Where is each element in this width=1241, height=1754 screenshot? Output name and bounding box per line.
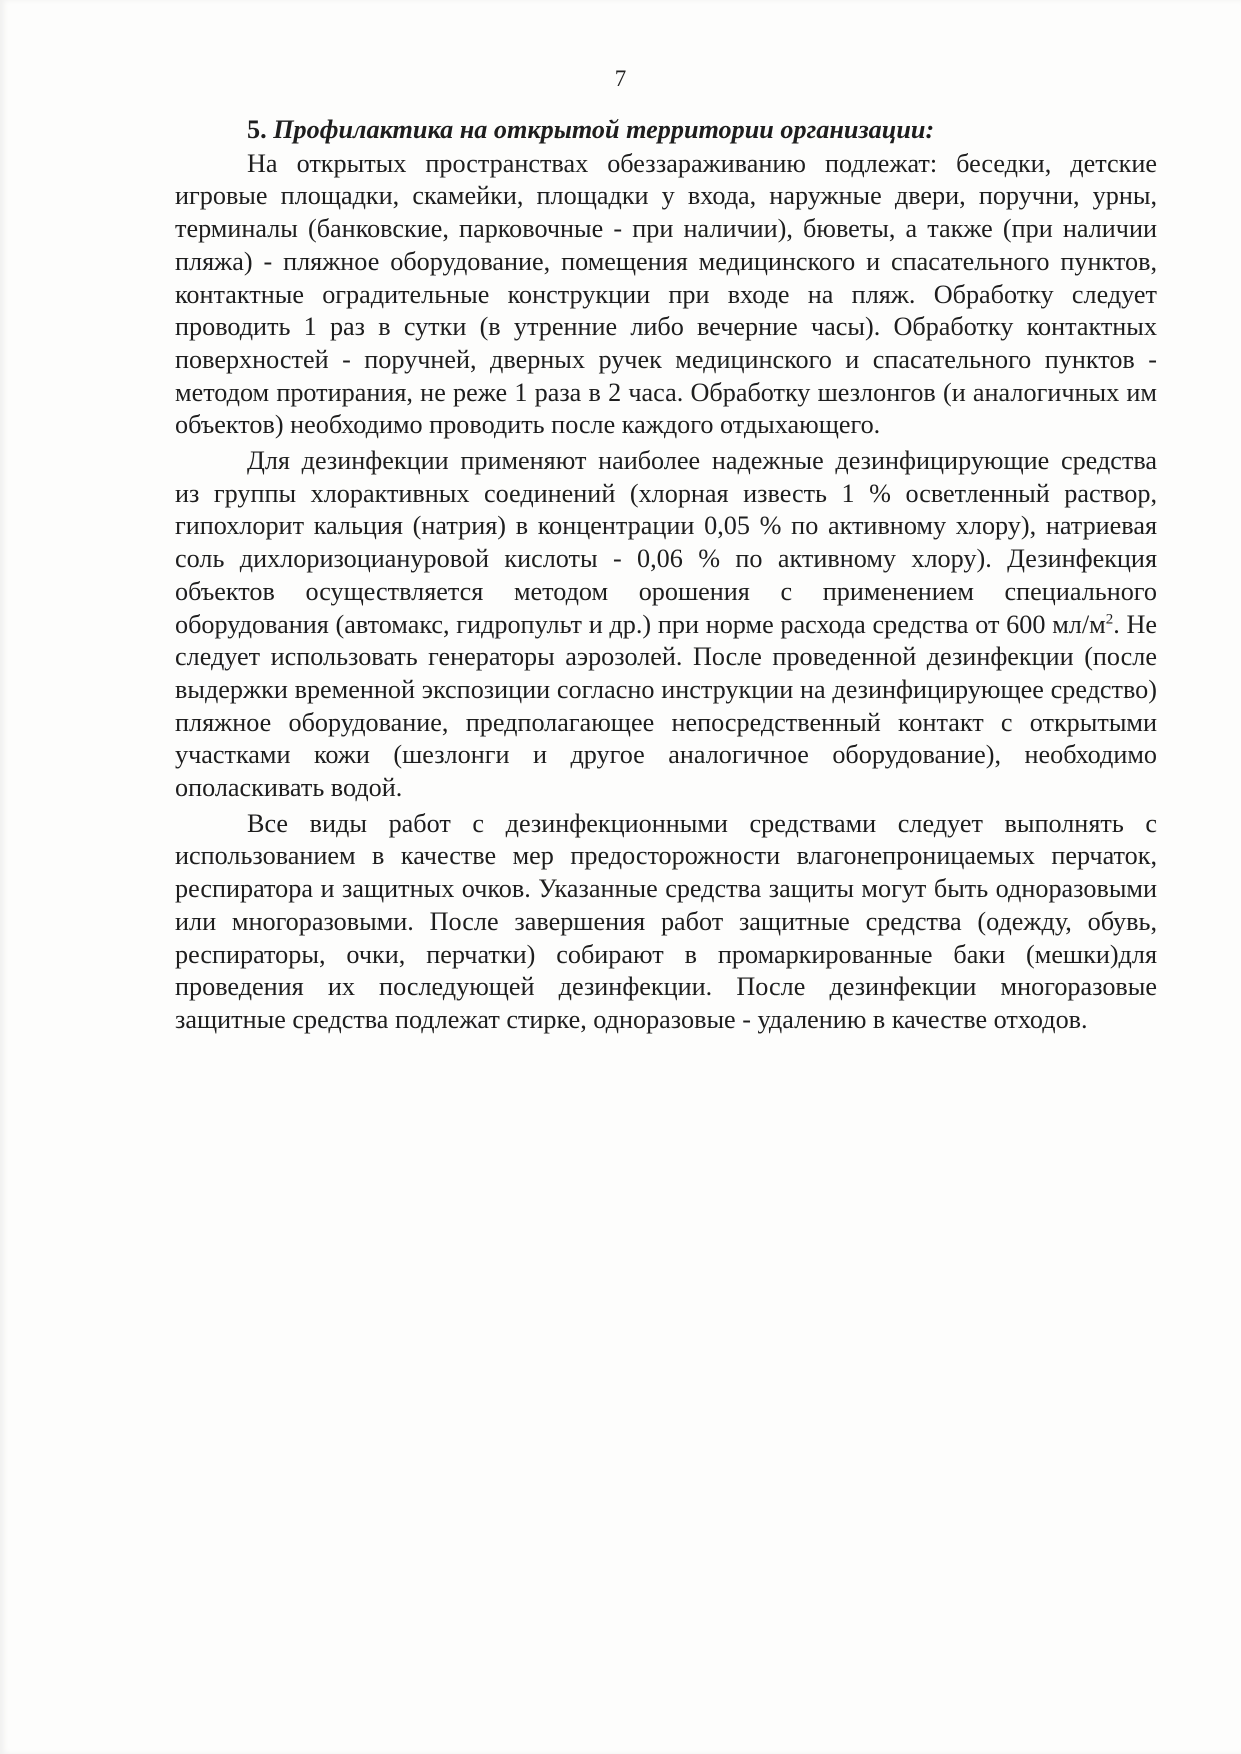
unit-superscript: 2: [1105, 610, 1114, 627]
section-title: Профилактика на открытой территории организации:: [273, 115, 935, 144]
section-heading: [175, 114, 1157, 147]
paragraph-disinfectants-text-after: . Не следует использовать генераторы аэрозолей. После проведенной дезинфекции (после выдержки временной экспозиции согласно инструкции на дезинфицирующее средство) пляжное оборудование, предполагающее непосредственный контакт с открытыми участками кожи (шезлонги и другое аналогичное оборудование), необходимо ополаскивать водой.: [175, 609, 1157, 803]
paragraph-disinfectants-text-before: Для дезинфекции применяют наиболее надежные дезинфицирующие средства из группы хлорактивных соединений (хлорная известь 1 % осветленный раствор, гипохлорит кальция (натрия) в концентрации 0,05 % по активному хлору), натриевая соль дихлоризоциануровой кислоты - 0,06 % по активному хлору). Дезинфекция объектов осуществляется методом орошения с применением специального оборудования (автомакс, гидропульт и др.) при норме расхода средства от 600 мл/м: [175, 446, 1157, 639]
paragraph-disinfectants: [175, 445, 1157, 805]
page-number: 7: [614, 66, 627, 91]
paragraph-protective-measures: Все виды работ с дезинфекционными средствами следует выполнять с использованием в качестве мер предосторожности влагонепроницаемых перчаток, респиратора и защитных очков. Указанные средства защиты могут быть одноразовыми или многоразовыми. После завершения работ защитные средства (одежду, обувь, респираторы, очки, перчатки) собирают в промаркированные баки (мешки)для проведения их последующей дезинфекции. После дезинфекции многоразовые защитные средства подлежат стирке, одноразовые - удалению в качестве отходов.: [175, 808, 1157, 1034]
section-number: 5.: [247, 115, 267, 144]
document-body: [175, 114, 1157, 1040]
paragraph-disinfection-objects: На открытых пространствах обеззараживанию подлежат: беседки, детские игровые площадки, скамейки, площадки у входа, наружные двери, поручни, урны, терминалы (банковские, парковочные - при наличии), бюветы, а также (при наличии пляжа) - пляжное оборудование, помещения медицинского и спасательного пунктов, контактные оградительные конструкции при входе на пляж. Обработку следует проводить 1 раз в сутки (в утренние либо вечерние часы). Обработку контактных поверхностей - поручней, дверных ручек медицинского и спасательного пунктов - методом протирания, не реже 1 раза в 2 часа. Обработку шезлонгов (и аналогичных им объектов) необходимо проводить после каждого отдыхающего.: [175, 148, 1157, 440]
